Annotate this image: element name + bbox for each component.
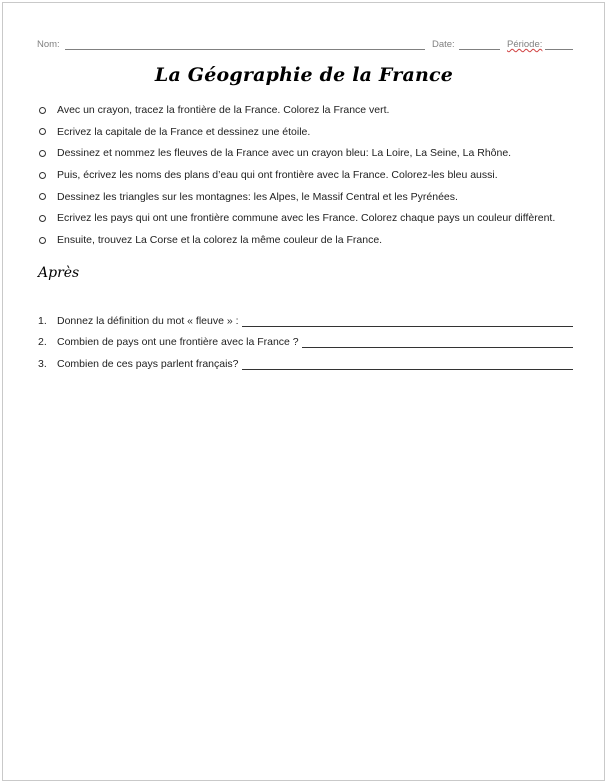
worksheet-title: La Géographie de la France	[154, 64, 454, 86]
period-label: Période:	[506, 39, 543, 50]
question-number: 1.	[38, 314, 47, 327]
instruction-item: Ecrivez la capitale de la France et dessinez une étoile.	[38, 125, 578, 147]
instruction-item: Avec un crayon, tracez la frontière de la France. Colorez la France vert.	[38, 103, 578, 125]
question-item	[38, 349, 573, 371]
question-text: Combien de pays ont une frontière avec la France ?	[57, 336, 299, 349]
answer-line[interactable]	[302, 336, 573, 348]
circle-bullet-icon	[39, 193, 46, 200]
answer-line[interactable]	[242, 315, 573, 327]
instruction-list	[38, 103, 578, 255]
instruction-item: Ecrivez les pays qui ont une frontière commune avec les France. Colorez chaque pays un couleur diffèrent.	[38, 211, 578, 233]
circle-bullet-icon	[39, 172, 46, 179]
question-number: 3.	[38, 358, 47, 371]
circle-bullet-icon	[39, 128, 46, 135]
name-field[interactable]	[65, 39, 425, 50]
question-list	[38, 306, 573, 371]
student-info-header	[37, 39, 572, 50]
name-label: Nom:	[37, 39, 60, 50]
circle-bullet-icon	[39, 215, 46, 222]
instruction-item: Dessinez les triangles sur les montagnes: les Alpes, le Massif Central et les Pyrénées.	[38, 190, 578, 212]
answer-line[interactable]	[242, 358, 573, 370]
instruction-item: Ensuite, trouvez La Corse et la colorez la même couleur de la France.	[38, 233, 578, 255]
circle-bullet-icon	[39, 237, 46, 244]
period-field[interactable]	[545, 39, 573, 50]
circle-bullet-icon	[39, 107, 46, 114]
circle-bullet-icon	[39, 150, 46, 157]
instruction-item: Dessinez et nommez les fleuves de la France avec un crayon bleu: La Loire, La Seine, La Rhône.	[38, 146, 578, 168]
date-label: Date:	[431, 39, 455, 50]
question-item	[38, 328, 573, 350]
instruction-item: Puis, écrivez les noms des plans d’eau qui ont frontière avec la France. Colorez-les bleu aussi.	[38, 168, 578, 190]
date-field[interactable]	[459, 39, 500, 50]
question-item	[38, 306, 573, 328]
question-text: Combien de ces pays parlent français?	[57, 358, 239, 371]
section-heading-apres: Après	[38, 265, 80, 281]
question-number: 2.	[38, 336, 47, 349]
question-text: Donnez la définition du mot « fleuve » :	[57, 314, 239, 327]
